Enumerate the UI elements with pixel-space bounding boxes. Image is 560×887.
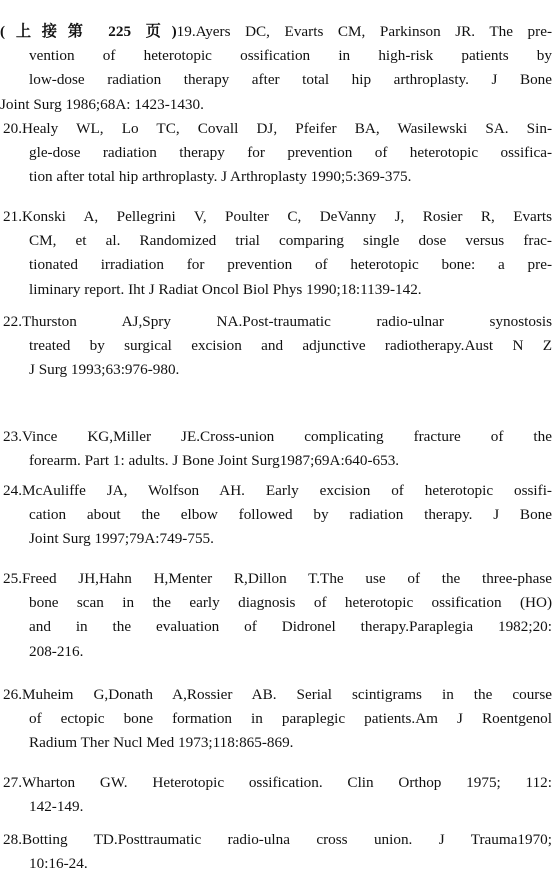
reference-text: J Surg 1993;63:976-980. [29, 361, 180, 379]
reference-number: 28. [3, 831, 22, 848]
reference-number: 19. [176, 23, 196, 40]
reference-line [0, 567, 552, 591]
reference-text: Wharton GW. Heterotopic ossification. Clin Orthop 1975; 112: [21, 774, 552, 791]
reference-line [0, 425, 552, 449]
reference-text: treated by surgical excision and adjunctive radiotherapy.Aust N Z [29, 337, 552, 355]
reference-text: tion after total hip arthroplasty. J Arthroplasty 1990;5:369-375. [29, 168, 412, 186]
reference-number: 27. [3, 774, 22, 791]
reference-text: low-dose radiation therapy after total hip arthroplasty. J Bone [29, 71, 552, 89]
reference-text: tionated irradiation for prevention of heterotopic bone: a pre- [29, 256, 552, 274]
reference-text: cation about the elbow followed by radiation therapy. J Bone [29, 506, 552, 524]
continuation-note: (上接第 225 页) [0, 23, 177, 40]
reference-text: CM, et al. Randomized trial comparing single dose versus frac- [29, 232, 552, 250]
reference-text: Radium Ther Nucl Med 1973;118:865-869. [29, 734, 294, 752]
reference-text: and in the evaluation of Didronel therapy.Paraplegia 1982;20: [29, 618, 552, 636]
reference-item-23 [0, 425, 552, 473]
reference-text: Vince KG,Miller JE.Cross-union complicating fracture of the [21, 428, 552, 445]
reference-item-21 [0, 205, 552, 302]
reference-text: Joint Surg 1997;79A:749-755. [29, 530, 214, 548]
reference-line [0, 310, 552, 334]
reference-item-19 [0, 20, 552, 117]
reference-text: vention of heterotopic ossification in high-risk patients by [29, 47, 552, 65]
reference-item-24 [0, 479, 552, 552]
reference-number: 22. [3, 313, 22, 330]
reference-text: Thurston AJ,Spry NA.Post-traumatic radio-ulnar synostosis [21, 313, 552, 330]
reference-text: liminary report. Iht J Radiat Oncol Biol Phys 1990;18:1139-142. [29, 280, 422, 298]
reference-text: 142-149. [29, 798, 84, 816]
reference-line [0, 683, 552, 707]
reference-line [0, 117, 552, 141]
reference-text: forearm. Part 1: adults. J Bone Joint Surg1987;69A:640-653. [29, 452, 400, 470]
reference-number: 26. [3, 686, 22, 703]
reference-line [0, 771, 552, 795]
reference-item-22 [0, 310, 552, 383]
reference-text: gle-dose radiation therapy for prevention of heterotopic ossifica- [29, 144, 552, 162]
reference-text: of ectopic bone formation in paraplegic patients.Am J Roentgenol [29, 710, 552, 728]
reference-number: 25. [3, 570, 22, 587]
reference-item-25 [0, 567, 552, 664]
reference-text: 208-216. [29, 642, 84, 660]
reference-number: 20. [3, 120, 22, 137]
reference-item-27 [0, 771, 552, 819]
reference-text: Botting TD.Posttraumatic radio-ulna cross union. J Trauma1970; [21, 831, 552, 848]
reference-text: Konski A, Pellegrini V, Poulter C, DeVanny J, Rosier R, Evarts [21, 208, 552, 225]
reference-line [0, 828, 552, 852]
reference-item-20 [0, 117, 552, 190]
reference-text: Freed JH,Hahn H,Menter R,Dillon T.The use of the three-phase [21, 570, 552, 587]
reference-text: McAuliffe JA, Wolfson AH. Early excision of heterotopic ossifi- [21, 482, 552, 499]
reference-line [0, 20, 552, 44]
reference-number: 23. [3, 428, 22, 445]
reference-number: 24. [3, 482, 22, 499]
reference-text: Muheim G,Donath A,Rossier AB. Serial scintigrams in the course [21, 686, 552, 703]
reference-text: Joint Surg 1986;68A: 1423-1430. [0, 95, 204, 113]
reference-text: Ayers DC, Evarts CM, Parkinson JR. The pre- [195, 23, 552, 40]
reference-number: 21. [3, 208, 22, 225]
reference-line [0, 205, 552, 229]
reference-text: Healy WL, Lo TC, Covall DJ, Pfeifer BA, Wasilewski SA. Sin- [21, 120, 552, 137]
reference-line [0, 479, 552, 503]
reference-item-28 [0, 828, 552, 876]
reference-item-26 [0, 683, 552, 756]
reference-text: 10:16-24. [29, 855, 88, 873]
reference-text: bone scan in the early diagnosis of heterotopic ossification (HO) [29, 594, 552, 612]
